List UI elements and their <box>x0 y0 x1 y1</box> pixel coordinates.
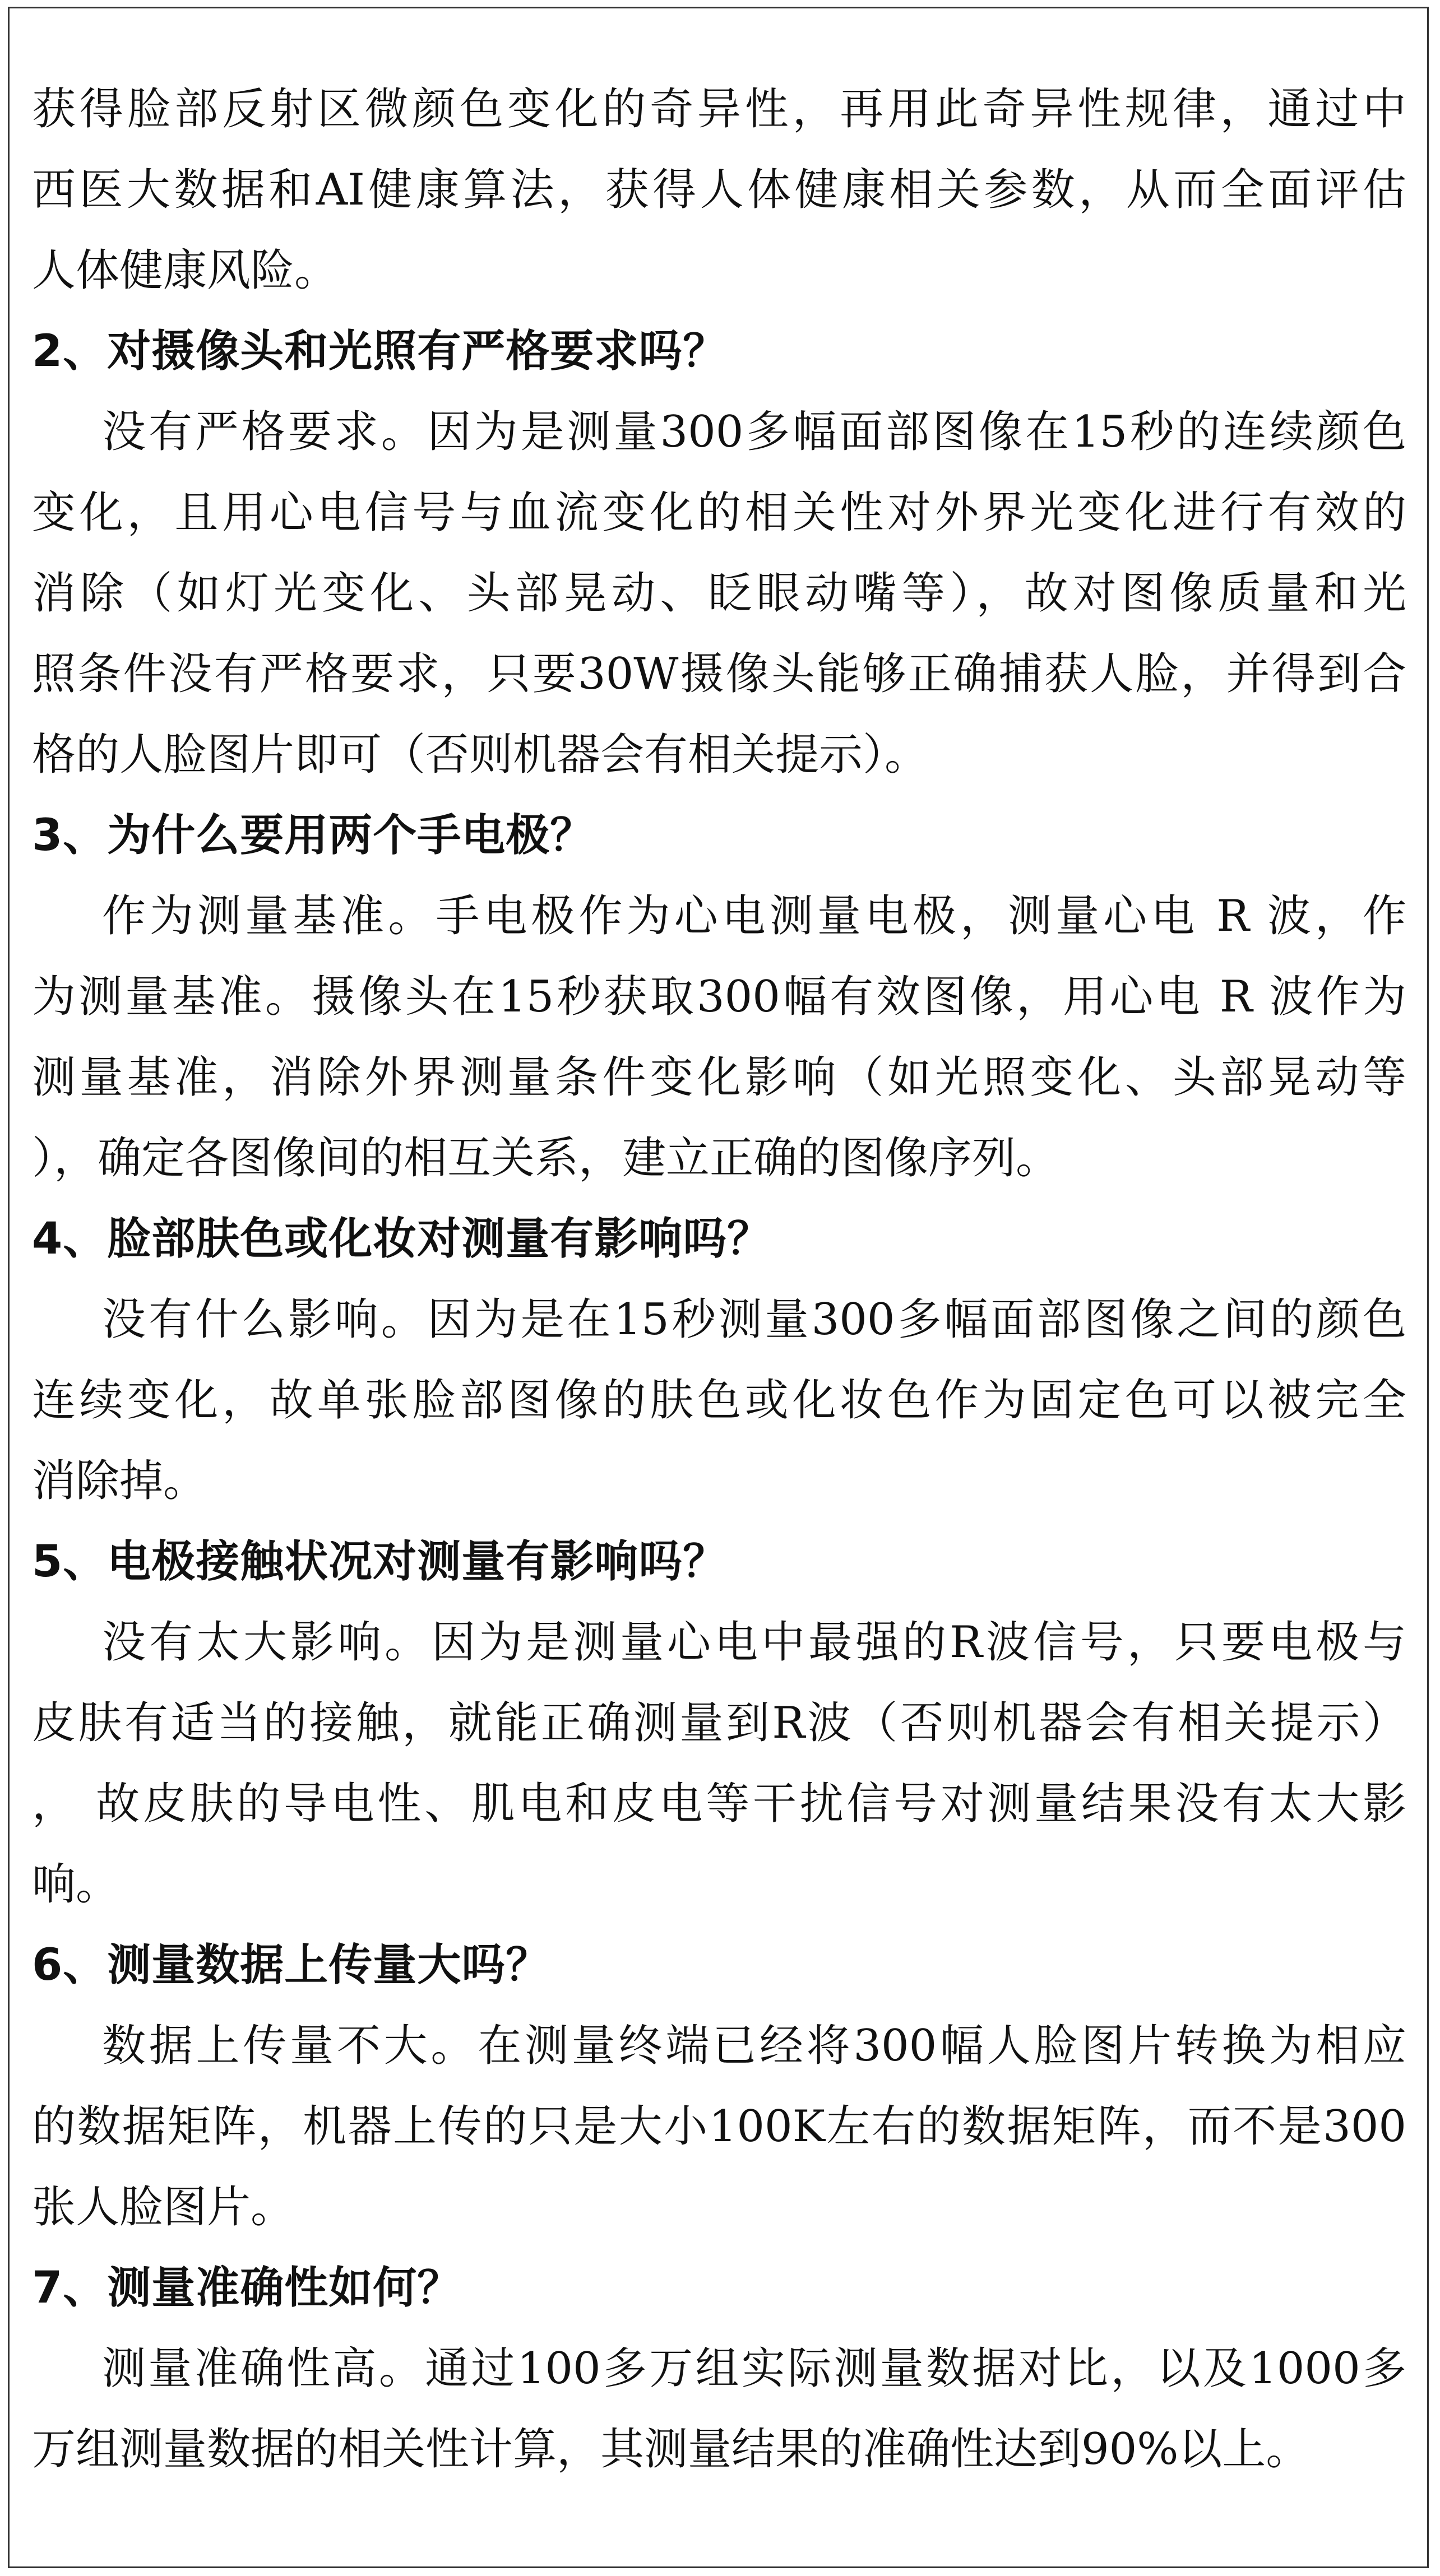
faq-answer-line: 响。 <box>32 1859 120 1910</box>
faq-answer-line: 没有太大影响。因为是测量心电中最强的R波信号，只要电极与 <box>102 1617 1406 1668</box>
faq-answer-line: 的数据矩阵，机器上传的只是大小100K左右的数据矩阵，而不是300 <box>32 2101 1406 2152</box>
faq-section-4 <box>32 1199 1406 1521</box>
faq-answer-line: 格的人脸图片即可（否则机器会有相关提示）。 <box>32 730 929 780</box>
faq-answer-line: ），确定各图像间的相互关系，建立正确的图像序列。 <box>32 1133 1060 1183</box>
intro-line: 西医大数据和AI健康算法，获得人体健康相关参数，从而全面评估 <box>32 165 1406 215</box>
document-body <box>32 69 1406 2490</box>
faq-question: 2、对摄像头和光照有严格要求吗？ <box>32 326 728 377</box>
faq-question: 6、测量数据上传量大吗？ <box>32 1940 550 1990</box>
document-frame <box>8 7 1429 2568</box>
faq-answer-line: 消除（如灯光变化、头部晃动、眨眼动嘴等），故对图像质量和光 <box>32 568 1406 619</box>
faq-section-2 <box>32 311 1406 795</box>
faq-section-7 <box>32 2248 1406 2490</box>
faq-section-3 <box>32 795 1406 1199</box>
faq-section-5 <box>32 1521 1406 1925</box>
faq-answer-line: 作为测量基准。手电极作为心电测量电极，测量心电 R 波，作 <box>102 891 1406 941</box>
intro-line: 人体健康风险。 <box>32 245 339 296</box>
faq-answer-line: 数据上传量不大。在测量终端已经将300幅人脸图片转换为相应 <box>102 2021 1406 2071</box>
faq-answer-line: 变化，且用心电信号与血流变化的相关性对外界光变化进行有效的 <box>32 488 1406 538</box>
faq-question: 7、测量准确性如何？ <box>32 2263 462 2313</box>
faq-question: 5、电极接触状况对测量有影响吗？ <box>32 1537 728 1587</box>
faq-answer-line: ， 故皮肤的导电性、肌电和皮电等干扰信号对测量结果没有太大影 <box>32 1779 1406 1829</box>
intro-line: 获得脸部反射区微颜色变化的奇异性，再用此奇异性规律，通过中 <box>32 84 1406 134</box>
faq-answer-line: 没有严格要求。因为是测量300多幅面部图像在15秒的连续颜色 <box>102 407 1406 457</box>
faq-question: 3、为什么要用两个手电极？ <box>32 810 595 861</box>
faq-answer-line: 连续变化，故单张脸部图像的肤色或化妆色作为固定色可以被完全 <box>32 1375 1406 1426</box>
faq-section-6 <box>32 1925 1406 2248</box>
faq-question: 4、脸部肤色或化妆对测量有影响吗？ <box>32 1214 772 1264</box>
faq-answer-line: 皮肤有适当的接触，就能正确测量到R波（否则机器会有相关提示） <box>32 1698 1406 1748</box>
faq-answer-line: 没有什么影响。因为是在15秒测量300多幅面部图像之间的颜色 <box>102 1294 1406 1345</box>
faq-answer-line: 张人脸图片。 <box>32 2182 295 2232</box>
faq-answer-line: 测量基准，消除外界测量条件变化影响（如光照变化、头部晃动等 <box>32 1052 1406 1103</box>
faq-answer-line: 为测量基准。摄像头在15秒获取300幅有效图像，用心电 R 波作为 <box>32 972 1406 1022</box>
faq-answer-line: 测量准确性高。通过100多万组实际测量数据对比，以及1000多 <box>102 2343 1406 2394</box>
faq-answer-line: 消除掉。 <box>32 1456 207 1506</box>
intro-paragraph <box>32 69 1406 311</box>
faq-answer-line: 万组测量数据的相关性计算，其测量结果的准确性达到90%以上。 <box>32 2424 1310 2475</box>
faq-answer-line: 照条件没有严格要求，只要30W摄像头能够正确捕获人脸，并得到合 <box>32 649 1406 699</box>
